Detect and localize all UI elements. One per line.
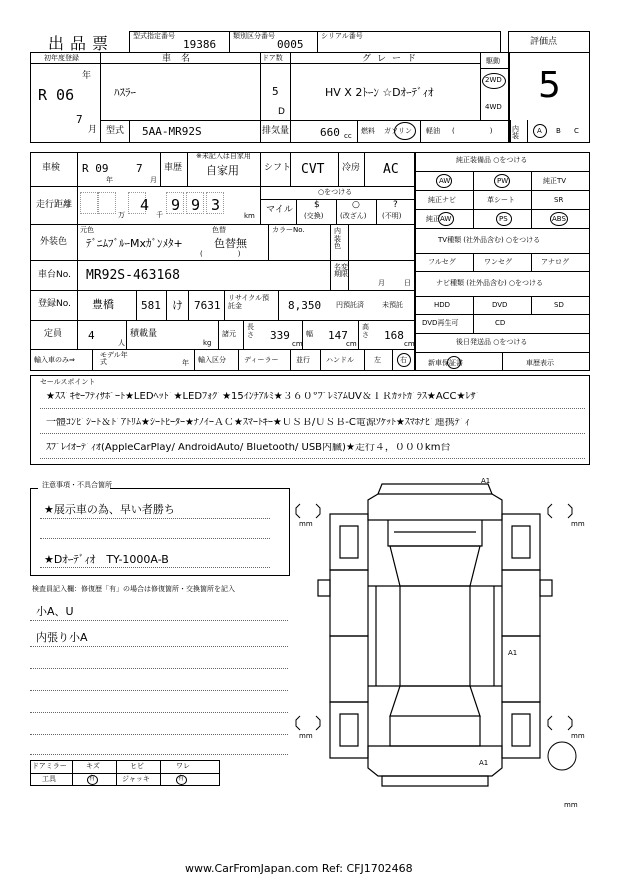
navi-dvd-play: DVD再生可 (422, 319, 459, 327)
mileage-opt1: $ (314, 200, 320, 210)
tv-type-title: TV種類 (社外品含む) ○をつける (438, 236, 541, 244)
handle-right: 右 (400, 356, 407, 364)
height-value: 168 (384, 329, 404, 342)
import-class-label: 輸入区分 (198, 356, 226, 364)
inspector-line-1: 小A、U (36, 605, 74, 618)
legend-kizu: キズ (86, 762, 100, 770)
length-cm: cm (292, 340, 303, 348)
sales-line-2: 一體ｺﾝﾋﾞｼｰﾄ＆ﾄﾞｱﾄﾘﾑ★ｼｰﾄﾋｰﾀｰ★ﾅﾉｲｰＡＣ★ｽﾏｰﾄｷｰ★ＵＳＢ/ＵＳＢ-C電源ｿｹｯﾄ★ｽﾏﾎﾅﾋﾞ連携ﾃﾞｨ (46, 418, 470, 428)
first-reg-year: R 06 (38, 86, 75, 104)
chassis-label: 車台No. (38, 270, 71, 280)
legend-ware: ワレ (176, 762, 190, 770)
diagram-mark-a1-mid: A1 (508, 649, 518, 657)
import-label: 輸入車のみ⇒ (34, 356, 75, 364)
inspection-label: 車検 (42, 163, 61, 173)
tv-analog: アナログ (541, 258, 569, 266)
mileage-sen: 千 (156, 211, 163, 219)
type-no-label: 型式指定番号 (133, 32, 175, 40)
import-parallel: 並行 (296, 356, 310, 364)
mileage-km: km (244, 212, 255, 220)
notes-label: 注意事項・不具合箇所 (42, 481, 112, 489)
registration-kana: け (172, 299, 183, 312)
footer-watermark: www.CarFromJapan.com Ref: CFJ1702468 (185, 862, 413, 875)
equip-abs: ABS (552, 215, 566, 223)
interior-label: 内装 (512, 125, 519, 140)
name-change-label: 名変期限 (334, 263, 348, 279)
fuel-label: 燃料 (361, 127, 375, 135)
doors-label: ドア数 (262, 54, 283, 62)
equip-navi: 純正ナビ (428, 196, 456, 204)
drive-4wd: 4WD (485, 103, 502, 111)
navi-hdd: HDD (434, 301, 451, 309)
equip-pw: PW (497, 177, 509, 185)
disp-value: 660 (320, 126, 340, 139)
shift-value: CVT (301, 162, 325, 177)
mileage-digit-3-value: 4 (140, 196, 150, 214)
equip-ps: PS (499, 215, 508, 223)
diagram-mm-fr: mm (571, 520, 585, 528)
model-value: 5AA-MR92S (142, 125, 202, 138)
height-cm: cm (404, 340, 415, 348)
diagram-mm-spare: mm (564, 801, 578, 809)
navi-type-title: ナビ種類 (社外品含む) ○をつける (436, 279, 544, 287)
handle-left: 左 (374, 356, 381, 364)
chassis-value: MR92S-463168 (86, 268, 180, 283)
fuel-other: ( ) (452, 127, 493, 135)
car-name-value: ﾊｽﾗｰ (114, 86, 136, 99)
orig-color-value: ﾃﾞﾆﾑﾌﾞﾙｰMxｶﾞﾝﾒﾀ+ (86, 237, 183, 250)
name-change-month: 月 (378, 279, 385, 287)
interior-c: C (574, 127, 579, 135)
diagram-mm-fl: mm (299, 520, 313, 528)
fuel-gas: ガソリン (384, 127, 412, 135)
legend-tools: 工具 (42, 775, 56, 783)
equip-leather: 革シート (487, 196, 515, 204)
navi-cd: CD (495, 319, 506, 327)
capacity-unit: 人 (118, 339, 125, 347)
serial-label: シリアル番号 (321, 32, 363, 40)
use-value: 自家用 (206, 164, 239, 177)
interior-color-label: 内装色 (334, 227, 341, 251)
inspection-month: 7 (136, 162, 143, 175)
capacity-value: 4 (88, 329, 95, 342)
sales-label: セールスポイント (40, 378, 96, 386)
shift-label: シフト (264, 163, 292, 173)
diagram-mark-a1-top: A1 (481, 477, 491, 485)
chg-color-value: 色替無 (214, 237, 247, 250)
tv-oneseg: ワンセグ (484, 258, 512, 266)
first-reg-month: 7 (76, 113, 83, 126)
equip-tv: 純正TV (543, 177, 567, 185)
legend-jack-yes: 有 (178, 775, 185, 782)
mileage-man: 万 (118, 211, 125, 219)
sales-line-3: ｽﾌﾟﾚｲｵｰﾃﾞｨｵ(AppleCarPlay/ AndroidAuto/ Bluetooth/ USB内臓)★走行４，０００km台 (46, 443, 451, 453)
mileage-digit-4-value: 9 (171, 196, 181, 214)
legend-door-mirror: ドアミラー (32, 762, 67, 770)
model-year-unit: 年 (182, 359, 189, 367)
registration-label: 登録No. (38, 299, 71, 309)
sales-line-1: ★ｽｽﾞｷｾｰﾌﾃｨｻﾎﾟｰﾄ★LEDﾍｯﾄﾞ★LEDﾌｫｸﾞ★15ｲﾝﾁｱﾙﾐ★３６０°ﾌﾟﾚﾐｱﾑUV＆ＩＲｶｯﾄｶﾞﾗｽ★ACC★ﾚｻﾞ (46, 392, 481, 402)
equip-title: 純正装備品 ○をつける (456, 156, 528, 164)
inspection-year: R 09 (82, 162, 109, 175)
width-label: 幅 (306, 330, 313, 338)
doors-value: 5 (272, 85, 279, 98)
registration-number: 7631 (194, 299, 221, 312)
mileage-opt1-sub: (交換) (304, 212, 324, 220)
form-title: 出品票 (48, 34, 115, 53)
use-note: ※未記入は自家用 (196, 152, 251, 160)
recycle-unpaid: 未預託 (382, 301, 403, 309)
navi-sd: SD (554, 301, 564, 309)
legend-tools-yes: 有 (89, 775, 96, 782)
car-damage-diagram (290, 476, 590, 806)
later-manual: 新車保証書 (428, 359, 463, 367)
spare-tire-icon (548, 742, 576, 770)
mileage-opt3-sub: (不明) (382, 212, 402, 220)
grade-label: グレード (362, 54, 423, 64)
model-label: 型式 (106, 126, 125, 136)
inspector-label: 検査員記入欄：修復歴「有」の場合は修復箇所・交換箇所を記入 (32, 585, 235, 593)
inspector-line-2: 内張り小A (36, 631, 88, 644)
interior-a: A (537, 127, 542, 135)
drive-label: 駆動 (486, 57, 500, 65)
mile-label: マイル (266, 205, 293, 215)
mileage-opt3: ? (393, 200, 398, 210)
model-year-label: モデル年式 (100, 351, 128, 367)
score-value: 5 (538, 65, 561, 106)
load-unit: kg (203, 339, 212, 347)
size-label: 諸元 (222, 330, 236, 338)
length-value: 339 (270, 329, 290, 342)
type-no-value: 19386 (183, 38, 217, 51)
diagram-mm-rl: mm (299, 732, 313, 740)
ac-value: AC (383, 162, 399, 177)
mileage-mark-note: ○をつける (318, 188, 353, 196)
equip-aw2: 純正AW (426, 215, 452, 223)
diagram-mark-a1-bot: A1 (479, 759, 489, 767)
score-label: 評価点 (530, 37, 558, 47)
later-docs-title: 後日発送品 ○をつける (456, 338, 528, 346)
length-label: 長さ (247, 323, 254, 339)
disp-label: 排気量 (262, 126, 290, 136)
mileage-label: 走行距離 (36, 200, 73, 210)
color-label: 外装色 (40, 237, 68, 247)
notes-line-2: ★Dｵｰﾃﾞｨｵ TY-1000A-B (44, 553, 169, 566)
registration-class: 581 (141, 299, 161, 312)
recycle-unit: 円預託済 (336, 301, 364, 309)
color-no-label: カラーNo. (272, 226, 305, 234)
registration-place: 豊橋 (92, 298, 114, 311)
mileage-digit-2 (98, 192, 116, 214)
car-outline (318, 484, 552, 786)
disp-unit: cc (344, 132, 352, 140)
orig-color-label: 元色 (80, 226, 94, 234)
inspection-month-unit: 月 (150, 176, 157, 184)
load-label: 積載量 (130, 329, 158, 339)
diagram-mm-rr: mm (571, 732, 585, 740)
fuel-diesel: 軽油 (426, 127, 440, 135)
mileage-digit-6-value: 3 (211, 196, 221, 214)
later-record: 車歴表示 (526, 359, 554, 367)
use-label: 車歴 (164, 163, 183, 173)
drive-2wd: 2WD (485, 76, 502, 84)
notes-line-1: ★展示車の為、早い者勝ち (44, 503, 175, 516)
height-label: 高さ (362, 323, 369, 339)
first-reg-label: 初年度登録 (44, 54, 79, 62)
doors-sub: D (278, 107, 285, 117)
width-cm: cm (346, 340, 357, 348)
inspection-year-unit: 年 (106, 176, 113, 184)
name-change-day: 日 (404, 279, 411, 287)
ac-label: 冷房 (342, 163, 361, 173)
equip-aw: AW (439, 177, 451, 185)
first-reg-year-unit: 年 (82, 71, 92, 81)
mileage-digit-1 (80, 192, 98, 214)
interior-b: B (556, 127, 561, 135)
recycle-label: リサイクル預託金 (228, 294, 270, 311)
equip-sr: SR (554, 196, 564, 204)
capacity-label: 定員 (44, 329, 63, 339)
recycle-value: 8,350 (288, 299, 322, 312)
mileage-opt2-sub: (改ざん) (340, 212, 367, 220)
legend-jack: ジャッキ (122, 775, 150, 783)
mileage-digit-5-value: 9 (191, 196, 201, 214)
mileage-opt2: ○ (352, 200, 360, 210)
navi-dvd: DVD (492, 301, 508, 309)
first-reg-month-unit: 月 (88, 125, 98, 135)
tv-fullseg: フルセグ (428, 258, 456, 266)
handle-label: ハンドル (326, 356, 354, 364)
chg-color-label: 色替 (212, 226, 226, 234)
chg-color-paren: ( ) (200, 250, 241, 258)
car-name-label: 車名 (162, 54, 201, 64)
import-dealer: ディーラー (244, 356, 279, 364)
legend-hibi: ヒビ (130, 762, 144, 770)
width-value: 147 (328, 329, 348, 342)
class-no-label: 類別区分番号 (233, 32, 275, 40)
class-no-value: 0005 (277, 38, 304, 51)
grade-value: HV X 2ﾄｰﾝ ☆Dｵｰﾃﾞｨｵ (325, 86, 434, 99)
